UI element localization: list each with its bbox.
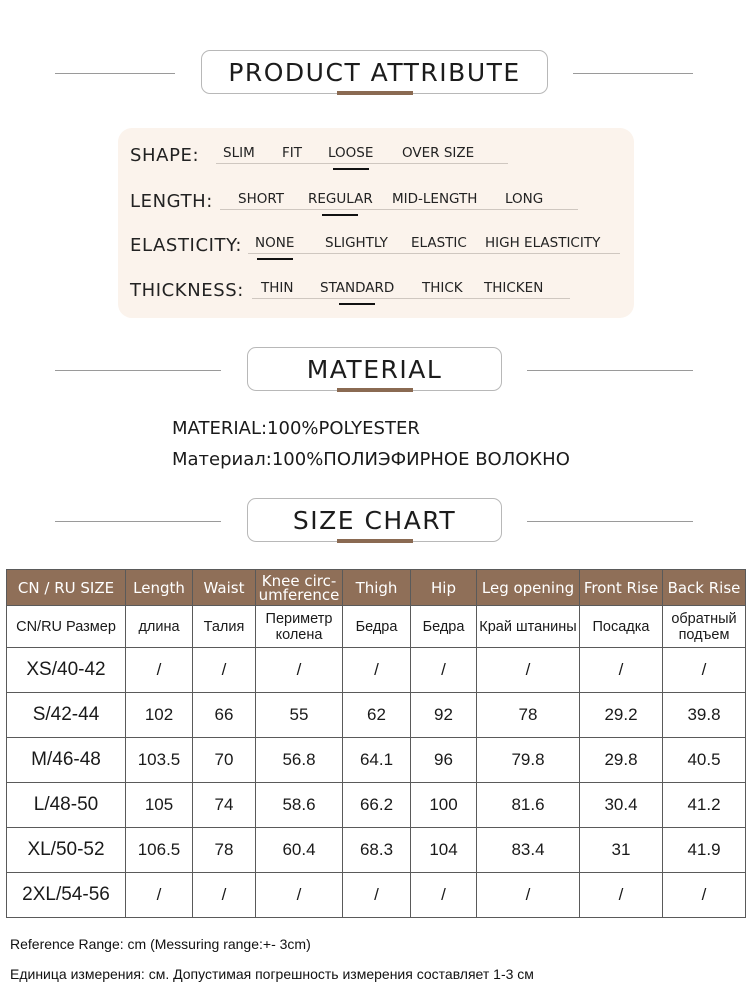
table-cell: / <box>477 873 580 918</box>
material-en: MATERIAL:100%POLYESTER <box>172 418 420 439</box>
section-title: MATERIAL <box>247 347 502 391</box>
table-header-ru-row <box>7 606 746 648</box>
attribute-option: ELASTIC <box>411 235 467 251</box>
table-cell: / <box>580 873 663 918</box>
product-attribute-header <box>0 50 750 98</box>
table-cell: / <box>663 873 746 918</box>
table-cell: 55 <box>256 693 343 738</box>
header-ru-cell: CN/RU Размер <box>7 606 126 648</box>
header-size: CN / RU SIZE <box>7 570 126 606</box>
attribute-option: LONG <box>505 191 544 207</box>
attribute-panel <box>118 128 634 318</box>
table-cell: 92 <box>411 693 477 738</box>
attribute-label: ELASTICITY: <box>130 235 242 256</box>
table-cell: 70 <box>193 738 256 783</box>
table-cell: / <box>256 873 343 918</box>
table-cell: 60.4 <box>256 828 343 873</box>
header-back-rise: Back Rise <box>663 570 746 606</box>
table-cell: 78 <box>477 693 580 738</box>
table-cell: 105 <box>126 783 193 828</box>
header-ru-cell: Бедра <box>343 606 411 648</box>
table-cell: / <box>126 648 193 693</box>
table-cell: XL/50-52 <box>7 828 126 873</box>
table-cell: / <box>411 873 477 918</box>
header-rule-left <box>55 521 221 522</box>
attribute-baseline <box>220 209 578 210</box>
header-leg-opening: Leg opening <box>477 570 580 606</box>
table-cell: 66 <box>193 693 256 738</box>
header-ru-cell: Бедра <box>411 606 477 648</box>
material-ru: Материал:100%ПОЛИЭФИРНОЕ ВОЛОКНО <box>172 449 570 470</box>
attribute-baseline <box>248 253 620 254</box>
table-cell: 31 <box>580 828 663 873</box>
attribute-option: SLIGHTLY <box>325 235 388 251</box>
table-cell: 79.8 <box>477 738 580 783</box>
attribute-label: SHAPE: <box>130 145 200 166</box>
attribute-option-selected: STANDARD <box>320 280 395 296</box>
table-row <box>7 738 746 783</box>
header-rule-right <box>573 73 693 74</box>
header-rule-right <box>527 370 693 371</box>
attribute-option: SLIM <box>223 145 255 161</box>
table-cell: 103.5 <box>126 738 193 783</box>
table-cell: 64.1 <box>343 738 411 783</box>
table-cell: 102 <box>126 693 193 738</box>
table-cell: 41.2 <box>663 783 746 828</box>
material-header <box>0 347 750 395</box>
attribute-option: THICKEN <box>484 280 544 296</box>
table-cell: 56.8 <box>256 738 343 783</box>
header-thigh: Thigh <box>343 570 411 606</box>
table-cell: 104 <box>411 828 477 873</box>
table-cell: 66.2 <box>343 783 411 828</box>
header-accent-bar <box>337 91 413 95</box>
table-cell: S/42-44 <box>7 693 126 738</box>
table-header-row <box>7 570 746 606</box>
header-hip: Hip <box>411 570 477 606</box>
table-row <box>7 783 746 828</box>
attribute-option: OVER SIZE <box>402 145 475 161</box>
table-cell: XS/40-42 <box>7 648 126 693</box>
header-ru-cell: Посадка <box>580 606 663 648</box>
header-rule-left <box>55 73 175 74</box>
table-cell: / <box>256 648 343 693</box>
attribute-option-selected: REGULAR <box>308 191 373 207</box>
table-cell: 58.6 <box>256 783 343 828</box>
attribute-option: MID-LENGTH <box>392 191 478 207</box>
header-ru-cell: Периметр колена <box>256 606 343 648</box>
attribute-row-length <box>130 187 630 217</box>
attribute-option: FIT <box>282 145 302 161</box>
table-cell: / <box>343 873 411 918</box>
table-row <box>7 648 746 693</box>
header-length: Length <box>126 570 193 606</box>
attribute-option-selected: LOOSE <box>328 145 374 161</box>
table-cell: 30.4 <box>580 783 663 828</box>
header-accent-bar <box>337 388 413 392</box>
size-chart-table <box>6 569 746 918</box>
header-ru-cell: длина <box>126 606 193 648</box>
table-cell: / <box>193 873 256 918</box>
attribute-label: LENGTH: <box>130 191 213 212</box>
header-front-rise: Front Rise <box>580 570 663 606</box>
table-cell: 106.5 <box>126 828 193 873</box>
attribute-option: THICK <box>422 280 463 296</box>
section-title: PRODUCT ATTRIBUTE <box>201 50 548 94</box>
header-waist: Waist <box>193 570 256 606</box>
table-cell: 68.3 <box>343 828 411 873</box>
attribute-row-elasticity <box>130 231 630 261</box>
table-cell: M/46-48 <box>7 738 126 783</box>
measurement-unit-note-ru: Единица измерения: см. Допустимая погрешность измерения составляет 1-3 см <box>10 966 534 982</box>
header-accent-bar <box>337 539 413 543</box>
table-cell: 2XL/54-56 <box>7 873 126 918</box>
attribute-option-selected: NONE <box>255 235 295 251</box>
table-cell: 29.8 <box>580 738 663 783</box>
section-title: SIZE CHART <box>247 498 502 542</box>
attribute-baseline <box>252 298 570 299</box>
attribute-option: SHORT <box>238 191 284 207</box>
table-cell: 83.4 <box>477 828 580 873</box>
table-cell: / <box>126 873 193 918</box>
table-cell: 62 <box>343 693 411 738</box>
table-cell: 81.6 <box>477 783 580 828</box>
table-cell: 74 <box>193 783 256 828</box>
table-row <box>7 693 746 738</box>
header-ru-cell: Талия <box>193 606 256 648</box>
table-cell: 39.8 <box>663 693 746 738</box>
attribute-label: THICKNESS: <box>130 280 244 301</box>
table-cell: L/48-50 <box>7 783 126 828</box>
table-cell: 100 <box>411 783 477 828</box>
attribute-row-thickness <box>130 276 630 306</box>
table-row <box>7 873 746 918</box>
table-cell: / <box>193 648 256 693</box>
table-cell: / <box>343 648 411 693</box>
table-cell: 29.2 <box>580 693 663 738</box>
table-cell: / <box>580 648 663 693</box>
attribute-option: THIN <box>261 280 294 296</box>
header-ru-cell: обратный подъем <box>663 606 746 648</box>
table-cell: 78 <box>193 828 256 873</box>
table-cell: / <box>477 648 580 693</box>
header-ru-cell: Край штанины <box>477 606 580 648</box>
header-rule-right <box>527 521 693 522</box>
header-knee: Knee circ-umference <box>256 570 343 606</box>
table-row <box>7 828 746 873</box>
table-cell: / <box>411 648 477 693</box>
attribute-option: HIGH ELASTICITY <box>485 235 601 251</box>
table-cell: 40.5 <box>663 738 746 783</box>
reference-range-note: Reference Range: cm (Messuring range:+- 3cm) <box>10 936 311 952</box>
size-chart-header <box>0 498 750 546</box>
table-cell: 41.9 <box>663 828 746 873</box>
attribute-row-shape <box>130 141 630 171</box>
attribute-baseline <box>216 163 508 164</box>
header-rule-left <box>55 370 221 371</box>
table-cell: 96 <box>411 738 477 783</box>
table-cell: / <box>663 648 746 693</box>
